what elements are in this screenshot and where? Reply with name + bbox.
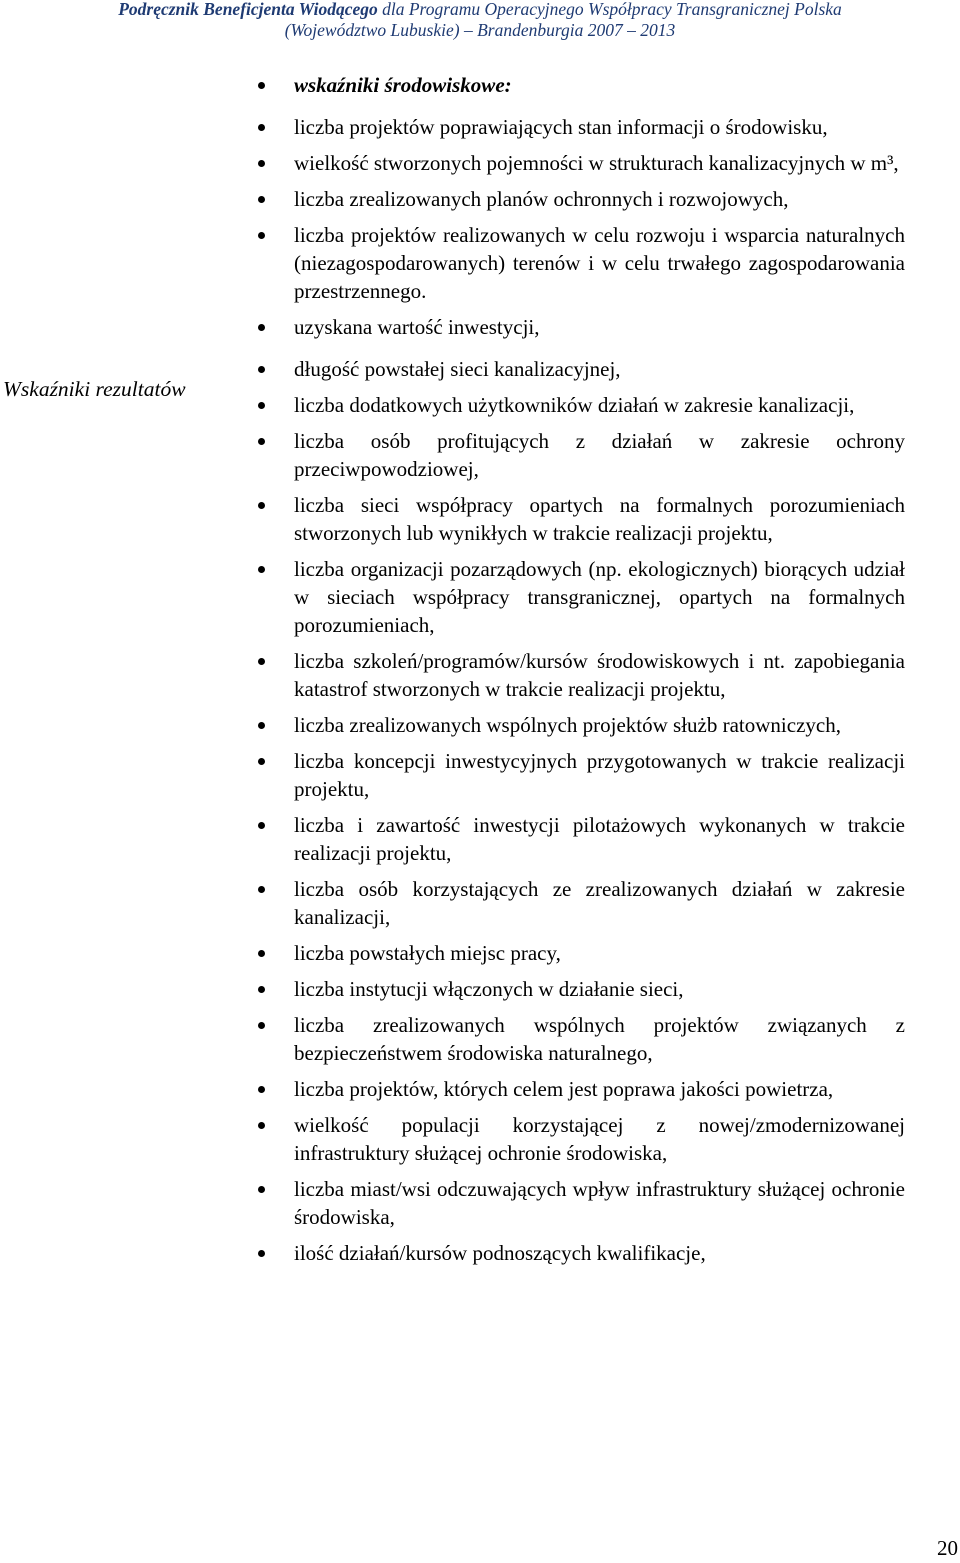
environment-heading: wskaźniki środowiskowe: <box>294 71 905 99</box>
list-item: liczba osób korzystających ze zrealizowanych działań w zakresie kanalizacji, <box>294 877 905 929</box>
list-item: liczba osób profitujących z działań w zakresie ochrony przeciwpowodziowej, <box>294 429 905 481</box>
list-item: ilość działań/kursów podnoszących kwalifikacje, <box>294 1239 905 1267</box>
indicator-list <box>294 71 905 1275</box>
list-item: liczba miast/wsi odczuwających wpływ infrastruktury służącej ochronie środowiska, <box>294 1177 905 1229</box>
list-item: liczba szkoleń/programów/kursów środowiskowych i nt. zapobiegania katastrof stworzonych w trakcie realizacji projektu, <box>294 649 905 701</box>
header-line-2: (Województwo Lubuskie) – Brandenburgia 2007 – 2013 <box>284 20 676 40</box>
list-item: wielkość stworzonych pojemności w strukturach kanalizacyjnych w m³, <box>294 149 905 177</box>
list-item: długość powstałej sieci kanalizacyjnej, <box>294 355 905 383</box>
header-title: Podręcznik Beneficjenta Wiodącego <box>118 0 378 19</box>
list-item: uzyskana wartość inwestycji, <box>294 313 905 341</box>
list-item: liczba zrealizowanych wspólnych projektów związanych z bezpieczeństwem środowiska naturalnego, <box>294 1013 905 1065</box>
result-indicators-label: Wskaźniki rezultatów <box>3 377 186 401</box>
list-item: liczba zrealizowanych planów ochronnych i rozwojowych, <box>294 185 905 213</box>
list-item: liczba sieci współpracy opartych na formalnych porozumieniach stworzonych lub wynikłych w trakcie realizacji projektu, <box>294 493 905 545</box>
list-item: liczba projektów, których celem jest poprawa jakości powietrza, <box>294 1075 905 1103</box>
header-line-1 <box>0 0 960 20</box>
list-item: liczba instytucji włączonych w działanie sieci, <box>294 975 905 1003</box>
running-header <box>0 0 960 41</box>
list-item: liczba dodatkowych użytkowników działań w zakresie kanalizacji, <box>294 391 905 419</box>
list-item: wielkość populacji korzystającej z nowej/zmodernizowanej infrastruktury służącej ochronie środowiska, <box>294 1113 905 1165</box>
list-item: liczba organizacji pozarządowych (np. ekologicznych) biorących udział w sieciach współpracy transgranicznej, opartych na formalnych porozumieniach, <box>294 557 905 637</box>
list-item: liczba projektów poprawiających stan informacji o środowisku, <box>294 113 905 141</box>
list-item: liczba zrealizowanych wspólnych projektów służb ratowniczych, <box>294 711 905 739</box>
list-item: liczba koncepcji inwestycyjnych przygotowanych w trakcie realizacji projektu, <box>294 749 905 801</box>
list-item: liczba projektów realizowanych w celu rozwoju i wsparcia naturalnych (niezagospodarowanych) terenów i w celu trwałego zagospodarowania przestrzennego. <box>294 223 905 303</box>
header-program: dla Programu Operacyjnego Współpracy Transgranicznej Polska <box>382 0 842 19</box>
list-item: liczba powstałych miejsc pracy, <box>294 939 905 967</box>
list-item: liczba i zawartość inwestycji pilotażowych wykonanych w trakcie realizacji projektu, <box>294 813 905 865</box>
page-number: 20 <box>937 1536 958 1560</box>
